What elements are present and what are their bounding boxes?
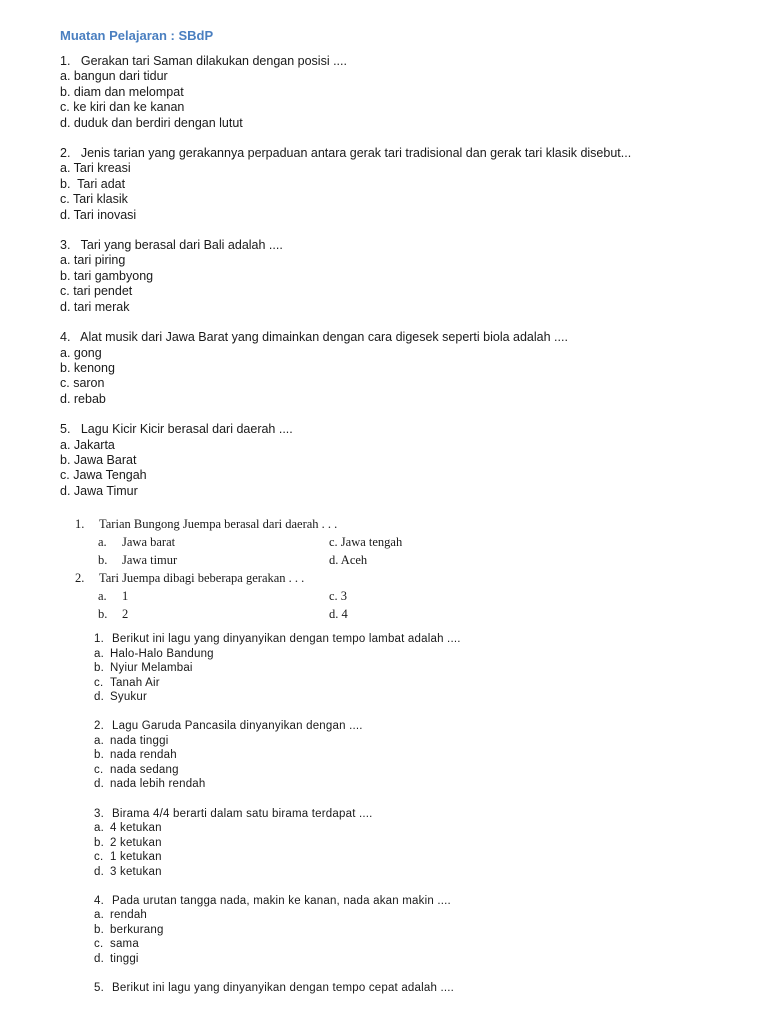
- option-letter: d.: [94, 778, 104, 791]
- question-text: [94, 632, 714, 647]
- question-text: [75, 569, 695, 587]
- question-number: 5.: [94, 982, 104, 995]
- answer-option: d. Aceh: [329, 553, 368, 567]
- answer-option: a. Tari kreasi: [60, 161, 131, 176]
- question-block: [60, 54, 750, 131]
- option-row: [75, 587, 695, 605]
- answer-option: c. 3: [329, 589, 348, 603]
- option-letter: b.: [94, 836, 104, 849]
- answer-option: a. Jakarta: [60, 437, 115, 452]
- question-label: Tari Juempa dibagi beberapa gerakan . . .: [99, 571, 305, 585]
- option-text: nada sedang: [110, 763, 179, 776]
- option-letter: a.: [98, 589, 107, 603]
- answer-option: b. Tari adat: [60, 176, 126, 191]
- option-letter: b.: [94, 749, 104, 762]
- answer-option: b. Jawa Barat: [60, 452, 137, 467]
- answer-option: c. tari pendet: [60, 284, 133, 299]
- option-letter: c.: [94, 676, 104, 689]
- question-block: [94, 981, 714, 996]
- answer-option: a. gong: [60, 345, 102, 360]
- answer-option: c. Tari klasik: [60, 192, 128, 207]
- question-number: 2.: [94, 720, 104, 733]
- option-text: Jawa barat: [122, 535, 176, 549]
- answer-option: [98, 551, 177, 569]
- answer-option: d. rebab: [60, 391, 106, 406]
- option-letter: a.: [98, 535, 107, 549]
- option-letter: d.: [94, 865, 104, 878]
- question-number: 2.: [75, 571, 85, 585]
- question-text: [94, 807, 714, 822]
- question-label: Berikut ini lagu yang dinyanyikan dengan tempo lambat adalah ....: [112, 633, 461, 645]
- answer-option: b. diam dan melompat: [60, 84, 184, 99]
- option-letter: b.: [98, 607, 108, 621]
- question-text: [94, 719, 714, 734]
- option-letter: b.: [98, 553, 108, 567]
- question-block: [60, 330, 750, 407]
- question-label: Birama 4/4 berarti dalam satu birama terdapat ....: [112, 807, 373, 820]
- question-block: [60, 422, 750, 499]
- option-text: 1: [122, 589, 129, 603]
- answer-option: d. 4: [329, 607, 348, 621]
- question-number: 1.: [75, 517, 85, 531]
- option-letter: a.: [94, 734, 104, 747]
- question-block: [94, 807, 714, 880]
- answer-option: [94, 908, 714, 923]
- option-text: 2 ketukan: [110, 836, 162, 849]
- option-letter: c.: [94, 763, 104, 776]
- question-text: 4. Alat musik dari Jawa Barat yang dimainkan dengan cara digesek seperti biola adalah ....: [60, 330, 568, 345]
- option-text: nada rendah: [110, 749, 177, 762]
- question-block: [60, 238, 750, 315]
- option-letter: c.: [94, 851, 104, 864]
- answer-option: d. Jawa Timur: [60, 483, 138, 498]
- question-text: 2. Jenis tarian yang gerakannya perpaduan antara gerak tari tradisional dan gerak tari klasik disebut...: [60, 146, 632, 161]
- option-text: 2: [122, 607, 129, 621]
- question-section-2: [75, 515, 695, 623]
- option-letter: b.: [94, 662, 104, 674]
- option-row: [75, 533, 695, 551]
- answer-option: d. Tari inovasi: [60, 207, 137, 222]
- option-text: nada lebih rendah: [110, 778, 206, 791]
- option-text: 4 ketukan: [110, 822, 162, 835]
- option-text: 3 ketukan: [110, 865, 162, 878]
- answer-option: [94, 923, 714, 938]
- answer-option: c. Jawa tengah: [329, 535, 403, 549]
- answer-option: [94, 937, 714, 952]
- answer-option: c. Jawa Tengah: [60, 468, 147, 483]
- option-letter: b.: [94, 923, 104, 936]
- option-text: berkurang: [110, 923, 164, 936]
- answer-option: [94, 647, 714, 662]
- question-text: 3. Tari yang berasal dari Bali adalah ....: [60, 238, 283, 253]
- option-text: Halo-Halo Bandung: [110, 647, 214, 660]
- question-label: Pada urutan tangga nada, makin ke kanan, nada akan makin ....: [112, 894, 451, 907]
- option-text: nada tinggi: [110, 734, 169, 747]
- question-label: Berikut ini lagu yang dinyanyikan dengan tempo cepat adalah ....: [112, 982, 455, 995]
- answer-option: [94, 777, 714, 792]
- question-text: 5. Lagu Kicir Kicir berasal dari daerah ....: [60, 422, 293, 437]
- answer-option: c. ke kiri dan ke kanan: [60, 100, 185, 115]
- answer-option: a. tari piring: [60, 253, 126, 268]
- option-text: rendah: [110, 909, 148, 922]
- answer-option: c. saron: [60, 376, 105, 391]
- question-text: 1. Gerakan tari Saman dilakukan dengan posisi ....: [60, 54, 347, 68]
- option-text: sama: [110, 938, 139, 951]
- option-text: tinggi: [110, 952, 139, 965]
- answer-option: [98, 605, 128, 623]
- answer-option: d. tari merak: [60, 299, 130, 314]
- answer-option: [98, 533, 175, 551]
- question-number: 1.: [94, 633, 104, 645]
- question-block: [60, 146, 750, 223]
- option-letter: a.: [94, 647, 104, 660]
- answer-option: [94, 690, 714, 705]
- question-section-1: [60, 54, 750, 514]
- answer-option: [94, 865, 714, 880]
- option-letter: d.: [94, 952, 104, 965]
- answer-option: b. kenong: [60, 360, 115, 375]
- question-text: [75, 515, 695, 533]
- question-block: [94, 632, 714, 705]
- answer-option: [94, 661, 714, 676]
- answer-option: [94, 748, 714, 763]
- option-letter: d.: [94, 691, 104, 703]
- question-label: Tarian Bungong Juempa berasal dari daerah . . .: [99, 517, 338, 531]
- answer-option: [98, 587, 128, 605]
- answer-option: [94, 850, 714, 865]
- answer-option: b. tari gambyong: [60, 268, 154, 283]
- answer-option: [94, 952, 714, 967]
- answer-option: [94, 734, 714, 749]
- answer-option: [94, 763, 714, 778]
- option-letter: a.: [94, 822, 104, 835]
- answer-option: [94, 836, 714, 851]
- question-block: [94, 894, 714, 967]
- option-letter: c.: [94, 938, 104, 951]
- question-text: [94, 894, 714, 909]
- answer-option: [94, 676, 714, 691]
- question-label: Lagu Garuda Pancasila dinyanyikan dengan ....: [112, 720, 363, 733]
- option-text: Nyiur Melambai: [110, 662, 193, 674]
- option-row: [75, 551, 695, 569]
- page-title: Muatan Pelajaran : SBdP: [60, 28, 214, 43]
- option-text: Jawa timur: [122, 553, 178, 567]
- answer-option: [94, 821, 714, 836]
- option-text: Tanah Air: [110, 676, 160, 689]
- question-number: 3.: [94, 807, 104, 820]
- option-text: 1 ketukan: [110, 851, 162, 864]
- option-row: [75, 605, 695, 623]
- answer-option: d. duduk dan berdiri dengan lutut: [60, 115, 243, 130]
- option-letter: a.: [94, 909, 104, 922]
- question-section-3: [94, 632, 714, 1010]
- option-text: Syukur: [110, 691, 147, 703]
- question-block: [94, 719, 714, 792]
- question-text: [94, 981, 714, 996]
- answer-option: a. bangun dari tidur: [60, 69, 168, 84]
- question-number: 4.: [94, 894, 104, 907]
